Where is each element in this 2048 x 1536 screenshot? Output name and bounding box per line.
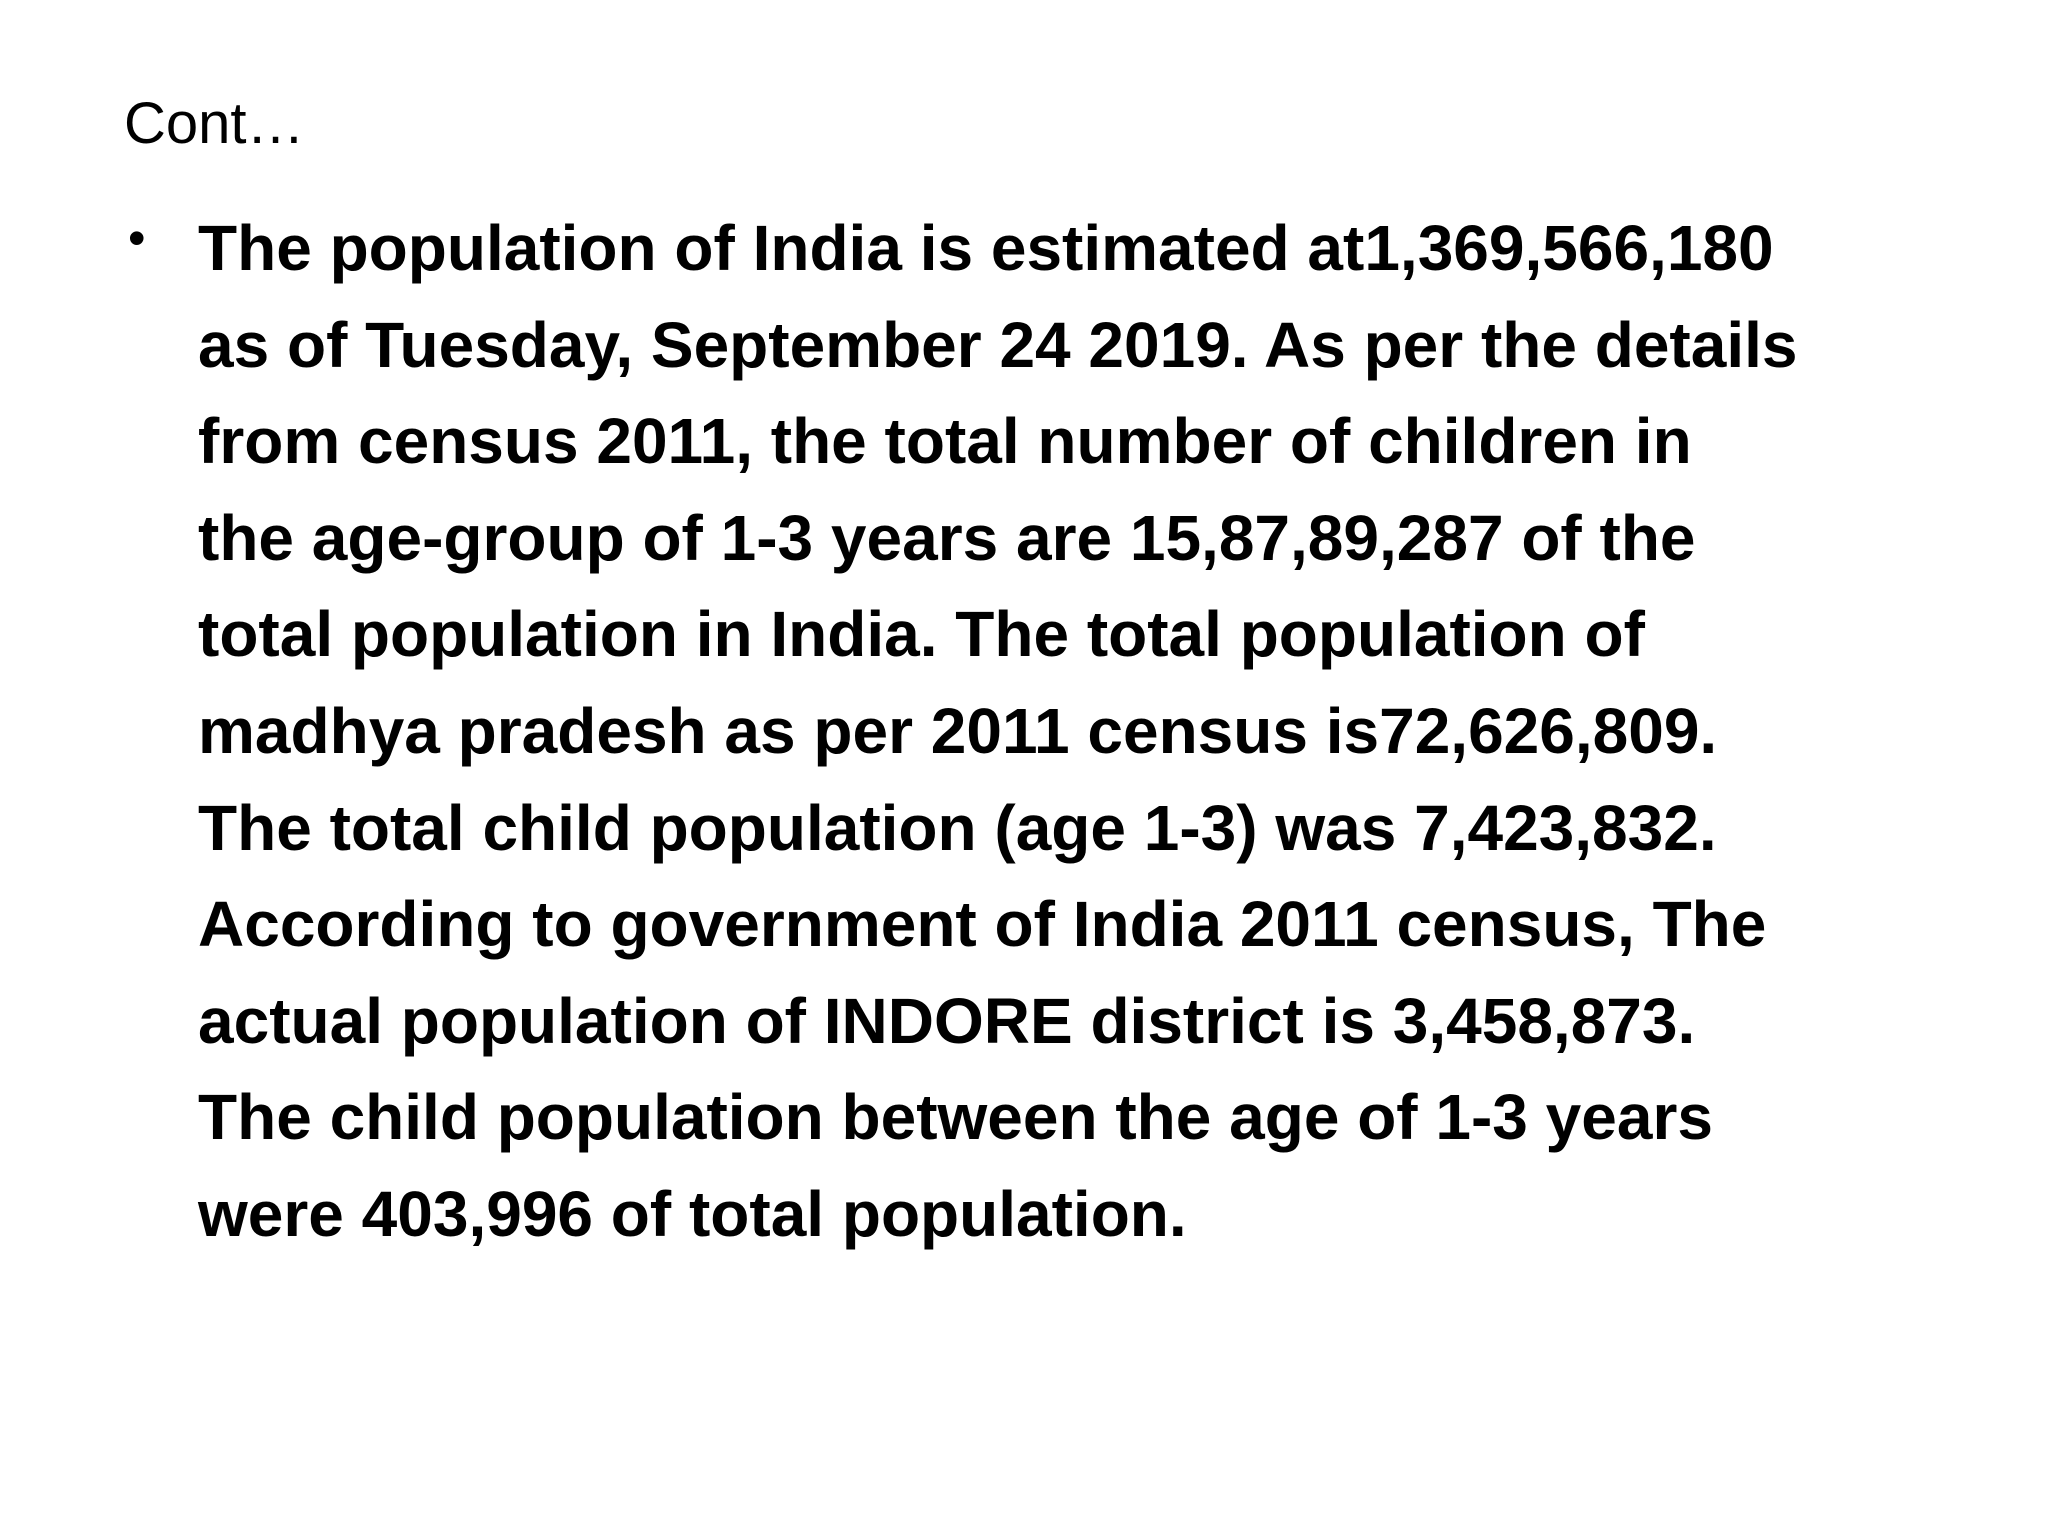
slide-title: Cont…	[124, 91, 305, 156]
bullet-list	[124, 200, 1984, 1263]
bullet-text-line: The population of India is estimated at1,369,566,180	[198, 212, 1774, 284]
bullet-text-line: total population in India. The total population of	[198, 598, 1645, 671]
bullet-text-line: According to government of India 2011 census, The	[198, 888, 1767, 961]
bullet-item	[124, 200, 1984, 1263]
bullet-text-line: The child population between the age of 1-3 years	[198, 1081, 1713, 1154]
bullet-text-line: the age-group of 1-3 years are 15,87,89,287 of the	[198, 501, 1696, 574]
bullet-text-line: as of Tuesday, September 24 2019. As per the details	[198, 308, 1798, 381]
bullet-text-line: madhya pradesh as per 2011 census is72,626,809.	[198, 694, 1718, 767]
bullet-text-line: were 403,996 of total population.	[198, 1177, 1187, 1250]
bullet-text-line: from census 2011, the total number of children in	[198, 405, 1692, 478]
bullet-text-line: The total child population (age 1-3) was 7,423,832.	[198, 791, 1717, 864]
bullet-marker: •	[128, 210, 146, 266]
bullet-text-line: actual population of INDORE district is 3,458,873.	[198, 984, 1696, 1057]
